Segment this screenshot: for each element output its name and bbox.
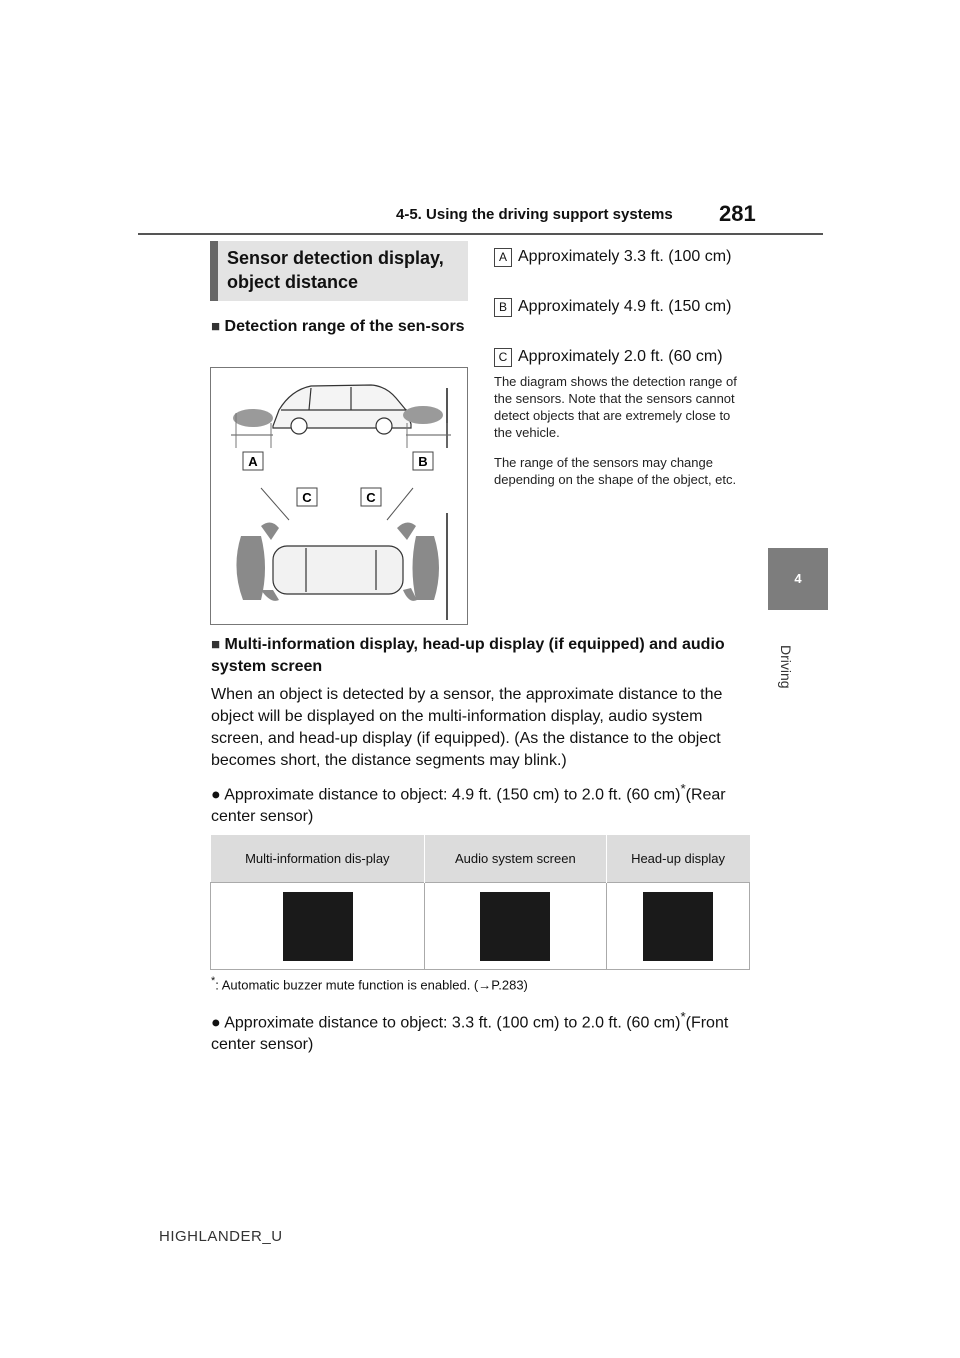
table-header-row: [211, 835, 750, 883]
bullet-front-sensor: ● Approximate distance to object: 3.3 ft. (100 cm) to 2.0 ft. (60 cm)*(Front center sensor): [211, 1009, 729, 1054]
legend-key-a: A: [494, 248, 512, 267]
diagram-label-c-right: C: [366, 490, 376, 505]
legend-key-b: B: [494, 298, 512, 317]
top-view-car: [273, 546, 403, 594]
diagram-label-c-left: C: [302, 490, 312, 505]
table-row: [211, 883, 750, 970]
body-paragraph: When an object is detected by a sensor, the approximate distance to the object will be displayed on the multi-information display, audio system screen, and head-up display (if equipped). (As the distance to the object becomes short, the distance segments may blink.): [211, 686, 723, 769]
footer-model: HIGHLANDER_U: [159, 1228, 283, 1245]
legend-item-a: A Approximately 3.3 ft. (100 cm): [494, 246, 743, 268]
legend-item-b: B Approximately 4.9 ft. (150 cm): [494, 296, 743, 318]
square-bullet-icon: ■: [211, 318, 221, 335]
front-sensor-range: [403, 406, 443, 424]
display-table: [210, 835, 750, 970]
chapter-tab: 4: [768, 548, 828, 610]
bullet-rear-sensor: ● Approximate distance to object: 4.9 ft. (150 cm) to 2.0 ft. (60 cm)*(Rear center sensor): [211, 781, 726, 826]
bullet-dot-icon: ●: [211, 786, 221, 804]
diagram-label-a: A: [248, 454, 258, 469]
head-up-display-image: [643, 892, 713, 961]
rear-sensor-range: [233, 409, 273, 427]
footnote: *: Automatic buzzer mute function is enabled. (→P.283): [211, 975, 528, 993]
header-rule: [138, 233, 823, 235]
audio-screen-image: [480, 892, 550, 961]
side-view-car: [273, 385, 411, 434]
chapter-label: Driving: [778, 645, 794, 689]
diagram-note: The diagram shows the detection range of the sensors. Note that the sensors cannot detect objects that are extremely close to the vehicle.: [494, 374, 737, 440]
bullet-dot-icon: ●: [211, 1014, 221, 1032]
sensor-range-illustration: [211, 368, 467, 624]
page-number: 281: [719, 201, 756, 226]
detection-heading: ■ Detection range of the sen-sors: [211, 318, 465, 335]
table-header: Head-up display: [606, 835, 749, 883]
range-note: The range of the sensors may change depending on the shape of the object, etc.: [494, 455, 737, 487]
legend-item-c: C Approximately 2.0 ft. (60 cm): [494, 346, 743, 368]
legend-key-c: C: [494, 348, 512, 367]
diagram-label-b: B: [418, 454, 428, 469]
square-bullet-icon: ■: [211, 636, 221, 653]
multi-info-display-image: [283, 892, 353, 961]
table-header: Audio system screen: [425, 835, 606, 883]
sensor-range-diagram: [210, 367, 468, 625]
rear-top-sensor-range: [236, 536, 265, 600]
front-top-sensor-range: [413, 536, 440, 600]
table-header: Multi-information dis-play: [211, 835, 425, 883]
multi-display-heading: ■ Multi-information display, head-up display (if equipped) and audio system screen: [211, 636, 725, 675]
section-title: Sensor detection display, object distance: [210, 241, 468, 301]
running-header: 4-5. Using the driving support systems: [396, 206, 673, 223]
